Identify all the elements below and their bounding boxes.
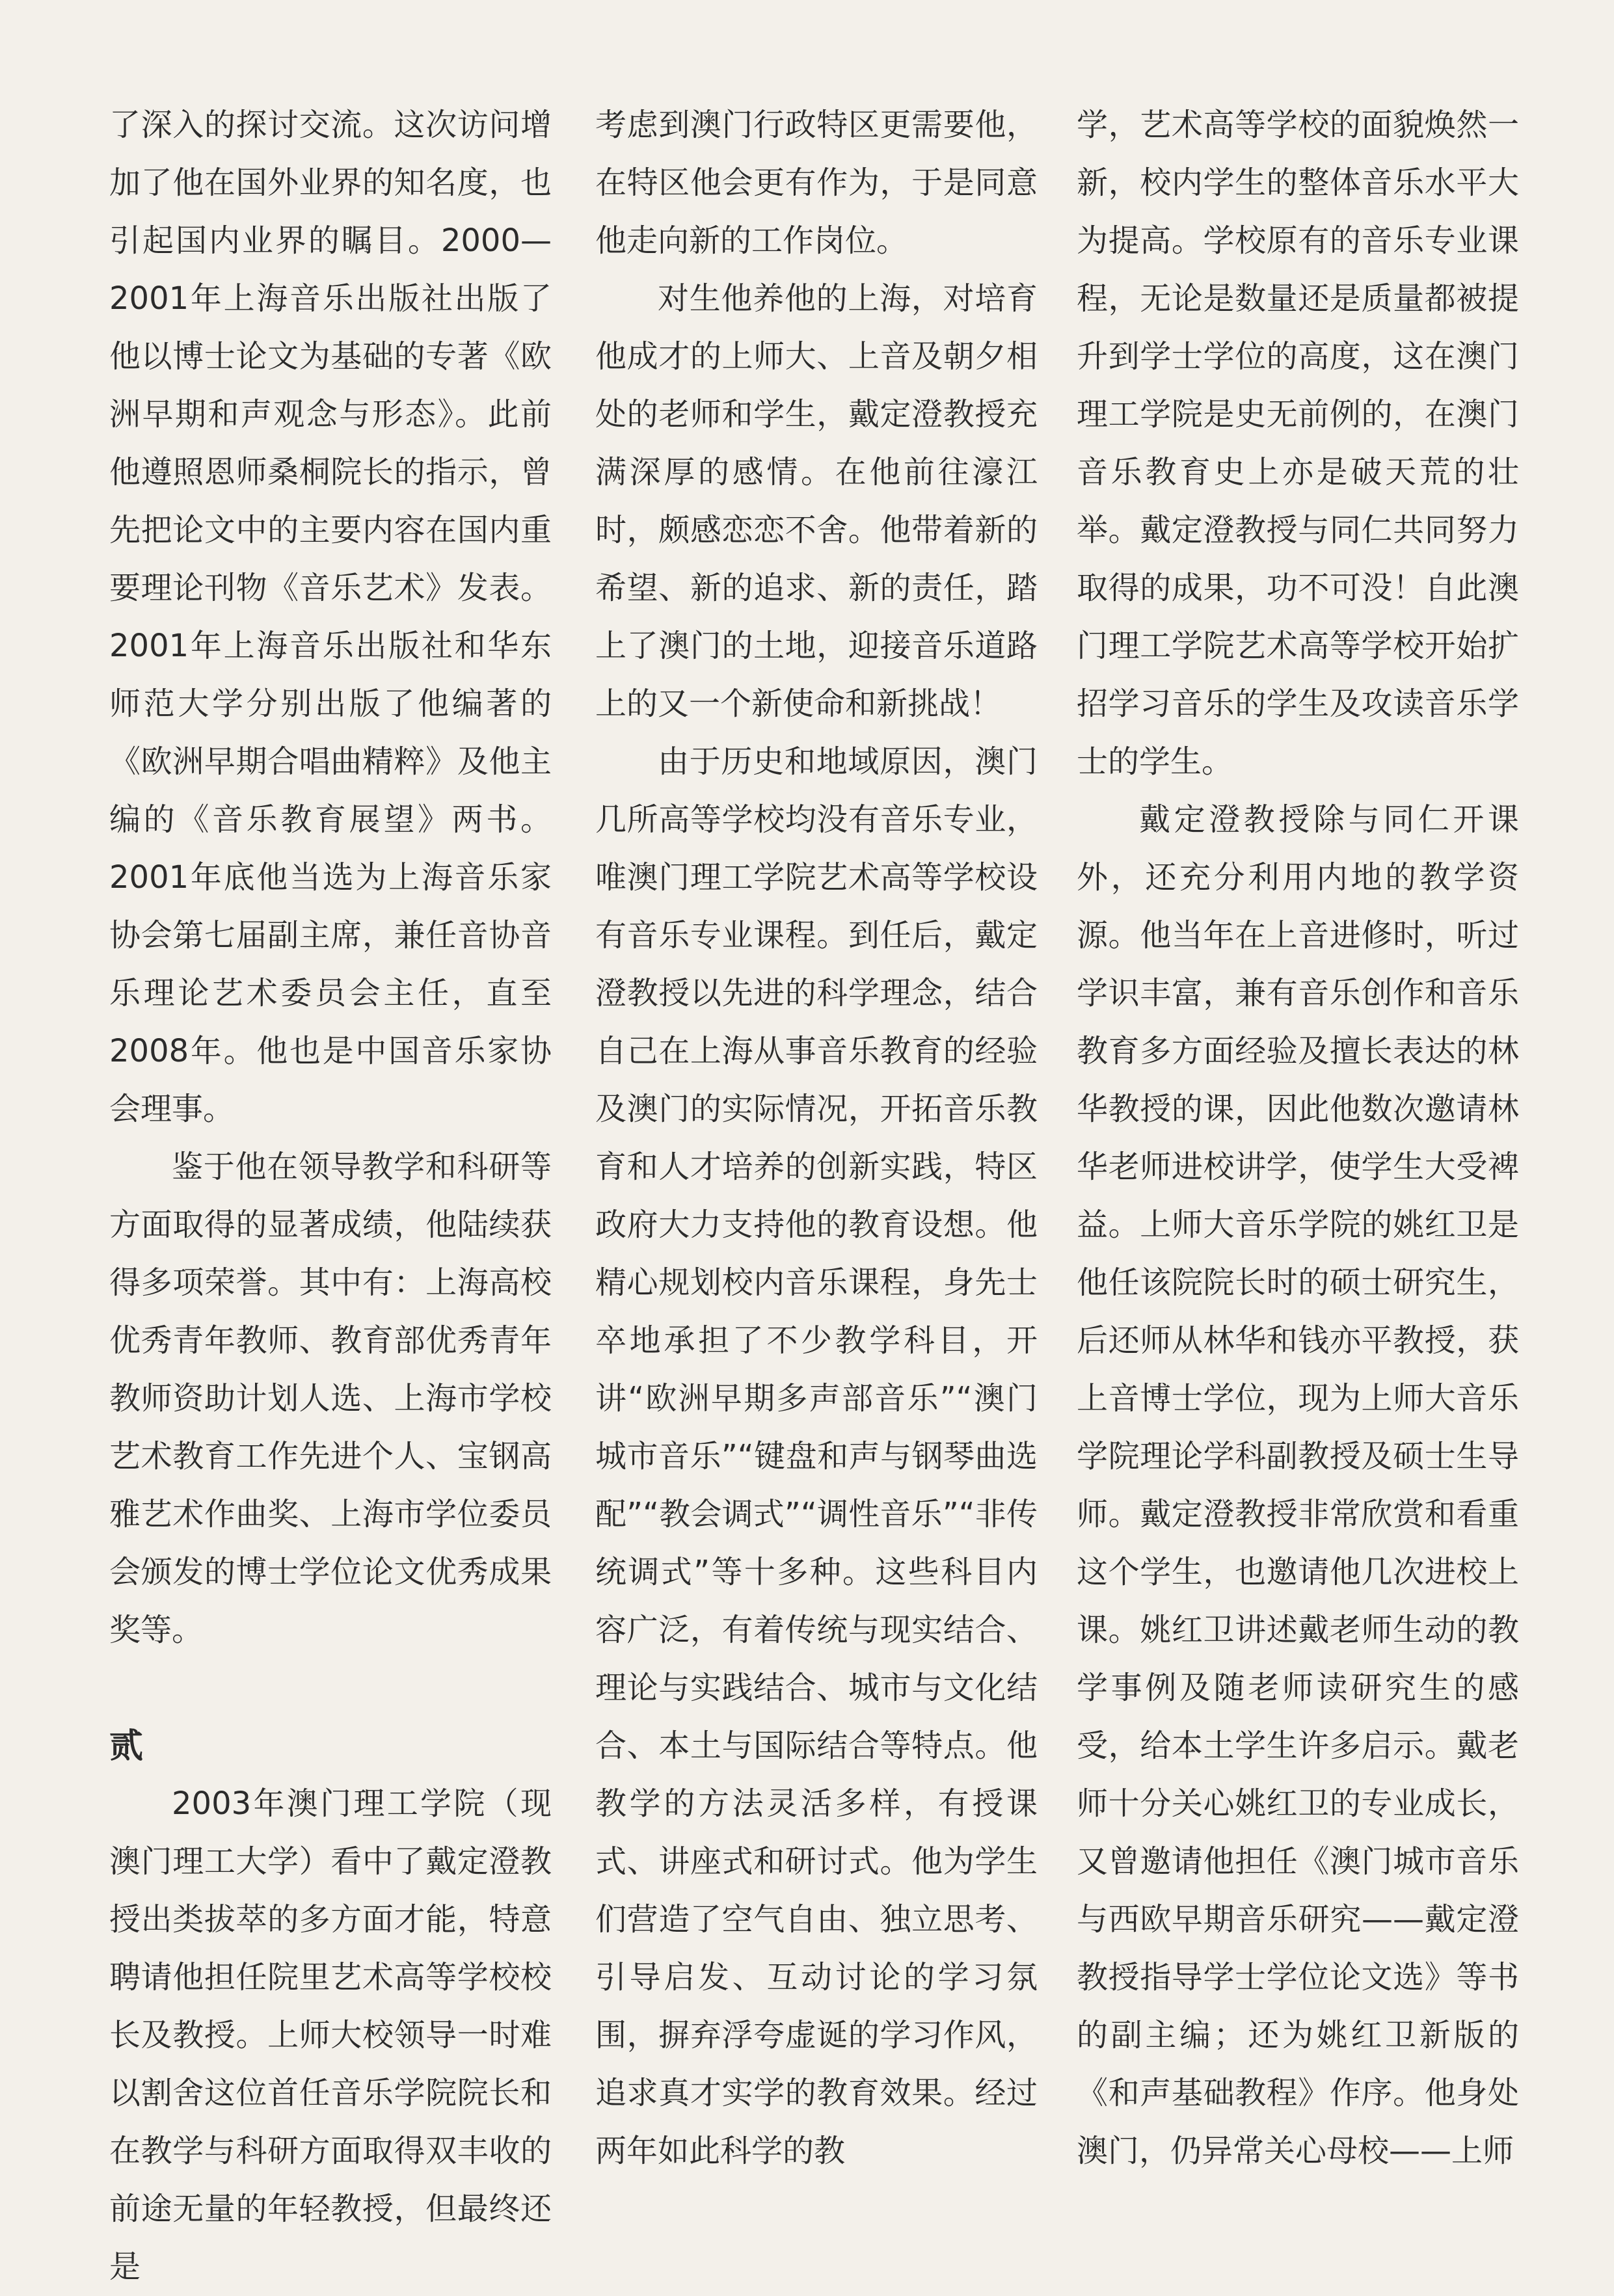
paragraph: 鉴于他在领导教学和科研等方面取得的显著成绩，他陆续获得多项荣誉。其中有：上海高校优秀青年教师、教育部优秀青年教师资助计划人选、上海市学校艺术教育工作先进个人、宝钢高雅艺术作曲奖、上海市学位委员会颁发的博士学位论文优秀成果奖等。: [109, 1149, 552, 1648]
text-column-3: [1077, 96, 1519, 2236]
paragraph: 了深入的探讨交流。这次访问增加了他在国外业界的知名度，也引起国内业界的瞩目。2000—2001年上海音乐出版社出版了他以博士论文为基础的专著《欧洲早期和声观念与形态》。此前他遵照恩师桑桐院长的指示，曾先把论文中的主要内容在国内重要理论刊物《音乐艺术》发表。2001年上海音乐出版社和华东师范大学分别出版了他编著的《欧洲早期合唱曲精粹》及他主编的《音乐教育展望》两书。2001年底他当选为上海音乐家协会第七届副主席，兼任音协音乐理论艺术委员会主任，直至2008年。他也是中国音乐家协会理事。: [109, 107, 552, 1127]
paragraph: 对生他养他的上海，对培育他成才的上师大、上音及朝夕相处的老师和学生，戴定澄教授充满深厚的感情。在他前往濠江时，颇感恋恋不舍。他带着新的希望、新的追求、新的责任，踏上了澳门的土地，迎接音乐道路上的又一个新使命和新挑战！: [595, 280, 1038, 722]
paragraph: 由于历史和地域原因，澳门几所高等学校均没有音乐专业，唯澳门理工学院艺术高等学校设有音乐专业课程。到任后，戴定澄教授以先进的科学理念，结合自己在上海从事音乐教育的经验及澳门的实际情况，开拓音乐教育和人才培养的创新实践，特区政府大力支持他的教育设想。他精心规划校内音乐课程，身先士卒地承担了不少教学科目，开讲“欧洲早期多声部音乐”“澳门城市音乐”“键盘和声与钢琴曲选配”“教会调式”“调性音乐”“非传统调式”等十多种。这些科目内容广泛，有着传统与现实结合、理论与实践结合、城市与文化结合、本土与国际结合等特点。他教学的方法灵活多样，有授课式、讲座式和研讨式。他为学生们营造了空气自由、独立思考、引导启发、互动讨论的学习氛围，摒弃浮夸虚诞的学习作风，追求真才实学的教育效果。经过两年如此科学的教: [595, 743, 1038, 2169]
paragraph: 学，艺术高等学校的面貌焕然一新，校内学生的整体音乐水平大为提高。学校原有的音乐专业课程，无论是数量还是质量都被提升到学士学位的高度，这在澳门理工学院是史无前例的，在澳门音乐教育史上亦是破天荒的壮举。戴定澄教授与同仁共同努力取得的成果，功不可没！自此澳门理工学院艺术高等学校开始扩招学习音乐的学生及攻读音乐学士的学生。: [1077, 107, 1519, 780]
paragraph: 戴定澄教授除与同仁开课外，还充分利用内地的教学资源。他当年在上音进修时，听过学识丰富，兼有音乐创作和音乐教育多方面经验及擅长表达的林华教授的课，因此他数次邀请林华老师进校讲学，使学生大受裨益。上师大音乐学院的姚红卫是他任该院院长时的硕士研究生，后还师从林华和钱亦平教授，获上音博士学位，现为上师大音乐学院理论学科副教授及硕士生导师。戴定澄教授非常欣赏和看重这个学生，也邀请他几次进校上课。姚红卫讲述戴老师生动的教学事例及随老师读研究生的感受，给本土学生许多启示。戴老师十分关心姚红卫的专业成长，又曾邀请他担任《澳门城市音乐与西欧早期音乐研究——戴定澄教授指导学士学位论文选》等书的副主编；还为姚红卫新版的《和声基础教程》作序。他身处澳门，仍异常关心母校——上师: [1077, 801, 1519, 2169]
section-heading: 贰: [109, 1726, 144, 1766]
text-column-1: [109, 96, 552, 2285]
text-column-2: [595, 96, 1038, 2236]
paragraph: 考虑到澳门行政特区更需要他，在特区他会更有作为，于是同意他走向新的工作岗位。: [595, 107, 1038, 259]
paragraph: 2003年澳门理工学院（现澳门理工大学）看中了戴定澄教授出类拔萃的多方面才能，特意聘请他担任院里艺术高等学校校长及教授。上师大校领导一时难以割舍这位首任音乐学院院长和在教学与科研方面取得双丰收的前途无量的年轻教授，但最终还是: [109, 1785, 552, 2285]
